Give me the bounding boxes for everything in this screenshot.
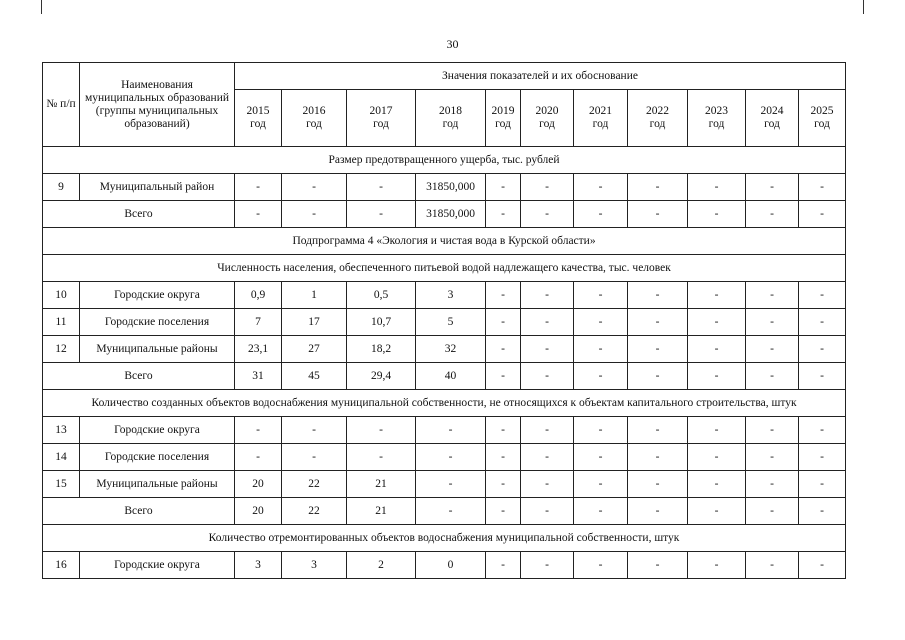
- value-cell: -: [574, 282, 628, 309]
- header-year-value: 2024: [760, 105, 784, 117]
- value-cell: 23,1: [235, 336, 282, 363]
- value-cell: 3: [235, 552, 282, 579]
- value-cell: -: [799, 336, 846, 363]
- header-year-value: 2020: [535, 105, 559, 117]
- value-cell: -: [282, 417, 347, 444]
- value-cell: 0,9: [235, 282, 282, 309]
- value-cell: -: [521, 201, 574, 228]
- header-year-value: 2022: [646, 105, 669, 117]
- row-number: 15: [43, 471, 80, 498]
- value-cell: -: [628, 498, 688, 525]
- section-title: Размер предотвращенного ущерба, тыс. рублей: [43, 147, 846, 174]
- municipality-name: Городские поселения: [80, 309, 235, 336]
- value-cell: -: [574, 552, 628, 579]
- total-row: [43, 201, 846, 228]
- row-number: 13: [43, 417, 80, 444]
- value-cell: -: [628, 282, 688, 309]
- section-row: [43, 255, 846, 282]
- value-cell: -: [628, 363, 688, 390]
- value-cell: -: [574, 498, 628, 525]
- section-title: Количество созданных объектов водоснабжения муниципальной собственности, не относящихся к объектам капитального строительства, штук: [43, 390, 846, 417]
- page-number: 30: [446, 37, 459, 51]
- total-row: [43, 498, 846, 525]
- value-cell: -: [799, 498, 846, 525]
- value-cell: 18,2: [347, 336, 416, 363]
- header-year-value: 2015: [246, 105, 270, 117]
- value-cell: -: [521, 471, 574, 498]
- value-cell: -: [574, 471, 628, 498]
- value-cell: -: [347, 201, 416, 228]
- value-cell: -: [486, 552, 521, 579]
- value-cell: -: [746, 309, 799, 336]
- table-row: [43, 444, 846, 471]
- value-cell: 20: [235, 471, 282, 498]
- value-cell: -: [746, 471, 799, 498]
- header-year-value: 2025: [810, 105, 834, 117]
- value-cell: -: [799, 444, 846, 471]
- value-cell: 2: [347, 552, 416, 579]
- municipality-name: Городские округа: [80, 417, 235, 444]
- value-cell: -: [235, 417, 282, 444]
- value-cell: 0: [416, 552, 486, 579]
- value-cell: -: [799, 174, 846, 201]
- value-cell: -: [628, 471, 688, 498]
- header-year-value: 2018: [439, 105, 462, 117]
- header-year-unit: год: [442, 118, 459, 130]
- indicator-table: [42, 62, 846, 579]
- section-row: [43, 147, 846, 174]
- value-cell: 5: [416, 309, 486, 336]
- total-label: Всего: [43, 498, 235, 525]
- value-cell: -: [688, 444, 746, 471]
- value-cell: -: [799, 282, 846, 309]
- header-num: № п/п: [43, 63, 80, 147]
- value-cell: -: [688, 417, 746, 444]
- header-year-value: 2016: [302, 105, 326, 117]
- value-cell: -: [416, 498, 486, 525]
- header-year-unit: год: [592, 118, 609, 130]
- value-cell: -: [347, 174, 416, 201]
- value-cell: 31850,000: [416, 174, 486, 201]
- municipality-name: Городские поселения: [80, 444, 235, 471]
- value-cell: -: [486, 471, 521, 498]
- value-cell: -: [521, 498, 574, 525]
- header-values: Значения показателей и их обоснование: [235, 63, 846, 90]
- table-row: [43, 417, 846, 444]
- value-cell: -: [486, 498, 521, 525]
- value-cell: 21: [347, 498, 416, 525]
- value-cell: -: [688, 498, 746, 525]
- value-cell: -: [746, 363, 799, 390]
- value-cell: -: [521, 552, 574, 579]
- value-cell: -: [799, 471, 846, 498]
- value-cell: -: [746, 174, 799, 201]
- section-title: Подпрограмма 4 «Экология и чистая вода в Курской области»: [43, 228, 846, 255]
- value-cell: -: [746, 417, 799, 444]
- value-cell: -: [521, 444, 574, 471]
- value-cell: -: [799, 309, 846, 336]
- header-year-unit: год: [649, 118, 666, 130]
- value-cell: -: [521, 309, 574, 336]
- value-cell: -: [574, 201, 628, 228]
- corner-mark-left: [41, 0, 42, 14]
- value-cell: -: [486, 363, 521, 390]
- row-number: 9: [43, 174, 80, 201]
- value-cell: -: [688, 174, 746, 201]
- value-cell: 3: [282, 552, 347, 579]
- value-cell: -: [416, 444, 486, 471]
- header-year: [799, 90, 846, 147]
- value-cell: 27: [282, 336, 347, 363]
- header-year-value: 2023: [705, 105, 728, 117]
- header-year-unit: год: [539, 118, 555, 130]
- table-row: [43, 174, 846, 201]
- value-cell: -: [799, 201, 846, 228]
- row-number: 14: [43, 444, 80, 471]
- value-cell: -: [416, 471, 486, 498]
- table-row: [43, 471, 846, 498]
- value-cell: -: [486, 336, 521, 363]
- value-cell: -: [574, 363, 628, 390]
- value-cell: -: [688, 471, 746, 498]
- value-cell: -: [486, 309, 521, 336]
- table-row: [43, 309, 846, 336]
- municipality-name: Городские округа: [80, 552, 235, 579]
- total-label: Всего: [43, 363, 235, 390]
- total-row: [43, 363, 846, 390]
- municipality-name: Муниципальный район: [80, 174, 235, 201]
- header-year-unit: год: [373, 118, 389, 130]
- value-cell: 31850,000: [416, 201, 486, 228]
- value-cell: 32: [416, 336, 486, 363]
- value-cell: -: [688, 309, 746, 336]
- municipality-name: Муниципальные районы: [80, 336, 235, 363]
- value-cell: 17: [282, 309, 347, 336]
- header-year: [486, 90, 521, 147]
- table-row: [43, 282, 846, 309]
- section-title: Количество отремонтированных объектов водоснабжения муниципальной собственности, штук: [43, 525, 846, 552]
- value-cell: 0,5: [347, 282, 416, 309]
- value-cell: -: [628, 174, 688, 201]
- section-row: [43, 525, 846, 552]
- header-year-value: 2019: [491, 105, 515, 117]
- value-cell: -: [628, 201, 688, 228]
- value-cell: 22: [282, 498, 347, 525]
- value-cell: 1: [282, 282, 347, 309]
- value-cell: -: [486, 282, 521, 309]
- value-cell: -: [282, 444, 347, 471]
- value-cell: -: [746, 444, 799, 471]
- value-cell: -: [574, 174, 628, 201]
- row-number: 16: [43, 552, 80, 579]
- value-cell: -: [347, 444, 416, 471]
- value-cell: -: [688, 363, 746, 390]
- value-cell: -: [521, 336, 574, 363]
- header-year: [628, 90, 688, 147]
- value-cell: -: [688, 552, 746, 579]
- header-year-value: 2021: [589, 105, 612, 117]
- value-cell: -: [746, 282, 799, 309]
- value-cell: 20: [235, 498, 282, 525]
- value-cell: -: [628, 552, 688, 579]
- value-cell: -: [628, 309, 688, 336]
- value-cell: -: [416, 417, 486, 444]
- header-year: [235, 90, 282, 147]
- table-row: [43, 336, 846, 363]
- row-number: 10: [43, 282, 80, 309]
- value-cell: -: [235, 201, 282, 228]
- value-cell: -: [521, 174, 574, 201]
- row-number: 11: [43, 309, 80, 336]
- value-cell: -: [282, 174, 347, 201]
- section-row: [43, 228, 846, 255]
- header-year-unit: год: [250, 118, 266, 130]
- header-name: Наименования муниципальных образований (группы муниципальных образований): [80, 63, 235, 147]
- value-cell: -: [628, 444, 688, 471]
- corner-mark-right: [863, 0, 864, 14]
- value-cell: -: [521, 417, 574, 444]
- header-year: [347, 90, 416, 147]
- value-cell: -: [799, 363, 846, 390]
- value-cell: 10,7: [347, 309, 416, 336]
- value-cell: -: [746, 498, 799, 525]
- value-cell: -: [688, 282, 746, 309]
- total-label: Всего: [43, 201, 235, 228]
- value-cell: 31: [235, 363, 282, 390]
- header-year: [416, 90, 486, 147]
- header-year: [688, 90, 746, 147]
- value-cell: -: [628, 417, 688, 444]
- header-year-unit: год: [306, 118, 322, 130]
- value-cell: 40: [416, 363, 486, 390]
- value-cell: -: [486, 417, 521, 444]
- header-year-unit: год: [814, 118, 830, 130]
- value-cell: -: [688, 201, 746, 228]
- value-cell: 45: [282, 363, 347, 390]
- value-cell: -: [521, 363, 574, 390]
- header-year-unit: год: [708, 118, 725, 130]
- header-year: [746, 90, 799, 147]
- value-cell: 21: [347, 471, 416, 498]
- value-cell: 7: [235, 309, 282, 336]
- value-cell: -: [235, 444, 282, 471]
- value-cell: -: [799, 417, 846, 444]
- value-cell: -: [628, 336, 688, 363]
- value-cell: -: [799, 552, 846, 579]
- section-title: Численность населения, обеспеченного питьевой водой надлежащего качества, тыс. человек: [43, 255, 846, 282]
- header-year-unit: год: [764, 118, 780, 130]
- municipality-name: Муниципальные районы: [80, 471, 235, 498]
- header-year-unit: год: [495, 118, 511, 130]
- value-cell: -: [746, 201, 799, 228]
- value-cell: -: [746, 336, 799, 363]
- value-cell: -: [235, 174, 282, 201]
- value-cell: -: [347, 417, 416, 444]
- value-cell: 29,4: [347, 363, 416, 390]
- municipality-name: Городские округа: [80, 282, 235, 309]
- value-cell: -: [574, 336, 628, 363]
- table-row: [43, 552, 846, 579]
- section-row: [43, 390, 846, 417]
- value-cell: -: [574, 444, 628, 471]
- value-cell: -: [574, 309, 628, 336]
- value-cell: -: [486, 201, 521, 228]
- header-year: [521, 90, 574, 147]
- value-cell: -: [486, 174, 521, 201]
- row-number: 12: [43, 336, 80, 363]
- value-cell: -: [746, 552, 799, 579]
- value-cell: -: [574, 417, 628, 444]
- header-year: [574, 90, 628, 147]
- value-cell: -: [486, 444, 521, 471]
- value-cell: -: [688, 336, 746, 363]
- value-cell: 22: [282, 471, 347, 498]
- value-cell: -: [282, 201, 347, 228]
- value-cell: -: [521, 282, 574, 309]
- header-year-value: 2017: [369, 105, 393, 117]
- header-year: [282, 90, 347, 147]
- value-cell: 3: [416, 282, 486, 309]
